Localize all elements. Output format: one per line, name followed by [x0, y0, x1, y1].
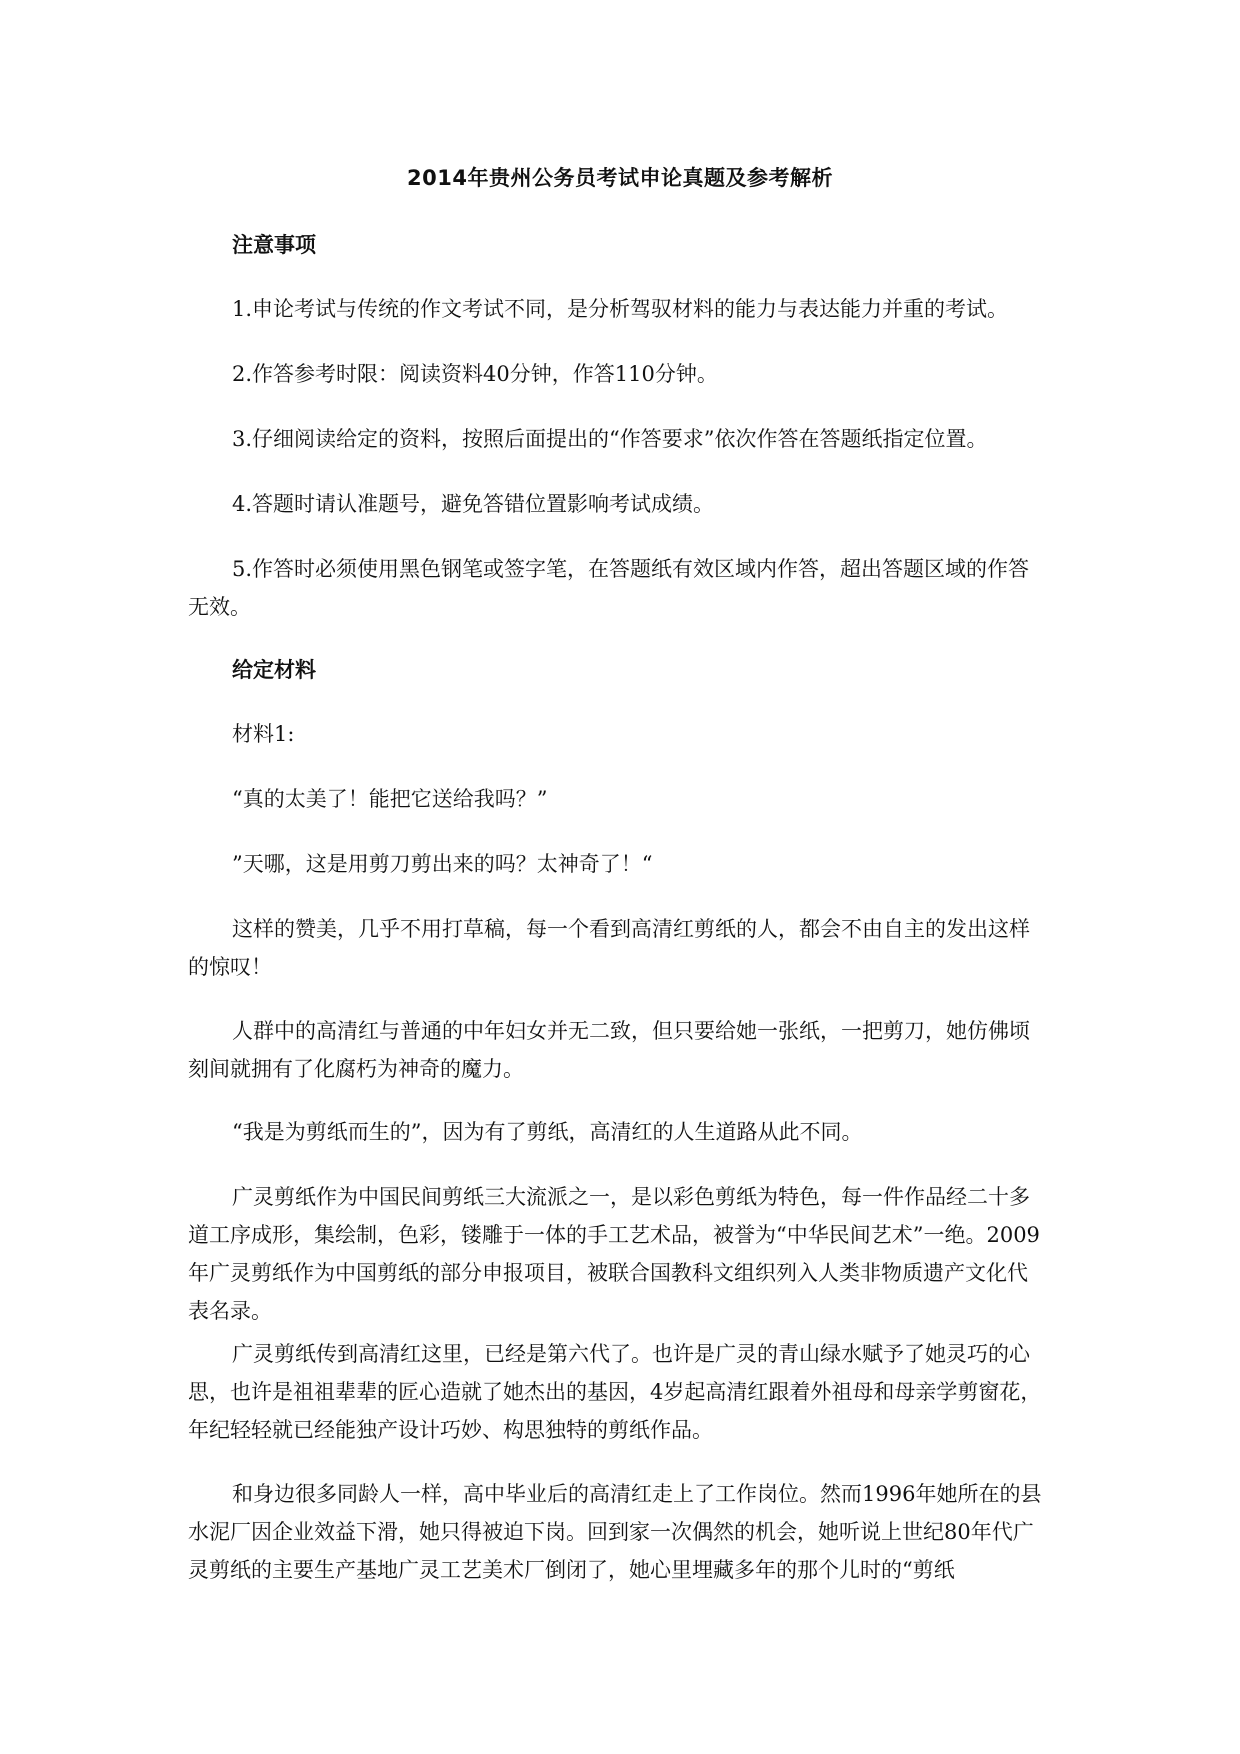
material-paragraph-2: ”天哪，这是用剪刀剪出来的吗？太神奇了！“ — [232, 852, 653, 876]
notice-item-3: 3.仔细阅读给定的资料，按照后面提出的“作答要求”依次作答在答题纸指定位置。 — [232, 427, 988, 451]
notice-item-1: 1.申论考试与传统的作文考试不同，是分析驾驭材料的能力与表达能力并重的考试。 — [232, 297, 1009, 321]
material-label: 材料1: — [232, 722, 295, 746]
notice-item-5: 5.作答时必须使用黑色钢笔或签字笔，在答题纸有效区域内作答，超出答题区域的作答无效。 — [188, 557, 1030, 619]
material-paragraph-4: 人群中的高清红与普通的中年妇女并无二致，但只要给她一张纸，一把剪刀，她仿佛顷刻间就拥有了化腐朽为神奇的魔力。 — [188, 1019, 1030, 1081]
materials-heading: 给定材料 — [232, 658, 316, 682]
notice-item-2: 2.作答参考时限：阅读资料40分钟，作答110分钟。 — [232, 362, 718, 386]
notice-heading: 注意事项 — [232, 233, 316, 257]
material-paragraph-7: 广灵剪纸传到高清红这里，已经是第六代了。也许是广灵的青山绿水赋予了她灵巧的心思，也许是祖祖辈辈的匠心造就了她杰出的基因，4岁起高清红跟着外祖母和母亲学剪窗花，年纪轻轻就已经能独产设计巧妙、构思独特的剪纸作品。 — [188, 1342, 1042, 1442]
notice-item-4: 4.答题时请认准题号，避免答错位置影响考试成绩。 — [232, 492, 715, 516]
material-paragraph-6: 广灵剪纸作为中国民间剪纸三大流派之一，是以彩色剪纸为特色，每一件作品经二十多道工序成形，集绘制，色彩，镂雕于一体的手工艺术品，被誉为“中华民间艺术”一绝。2009年广灵剪纸作为中国剪纸的部分申报项目，被联合国教科文组织列入人类非物质遗产文化代表名录。 — [188, 1185, 1040, 1323]
material-paragraph-8: 和身边很多同龄人一样，高中毕业后的高清红走上了工作岗位。然而1996年她所在的县水泥厂因企业效益下滑，她只得被迫下岗。回到家一次偶然的机会，她听说上世纪80年代广灵剪纸的主要生产基地广灵工艺美术厂倒闭了，她心里埋藏多年的那个儿时的“剪纸 — [188, 1482, 1042, 1582]
material-paragraph-1: “真的太美了！能把它送给我吗？” — [232, 787, 548, 811]
document-title: 2014年贵州公务员考试申论真题及参考解析 — [407, 166, 833, 190]
material-paragraph-3: 这样的赞美，几乎不用打草稿，每一个看到高清红剪纸的人，都会不由自主的发出这样的惊叹！ — [188, 917, 1030, 979]
material-paragraph-5: “我是为剪纸而生的”，因为有了剪纸，高清红的人生道路从此不同。 — [232, 1120, 863, 1144]
